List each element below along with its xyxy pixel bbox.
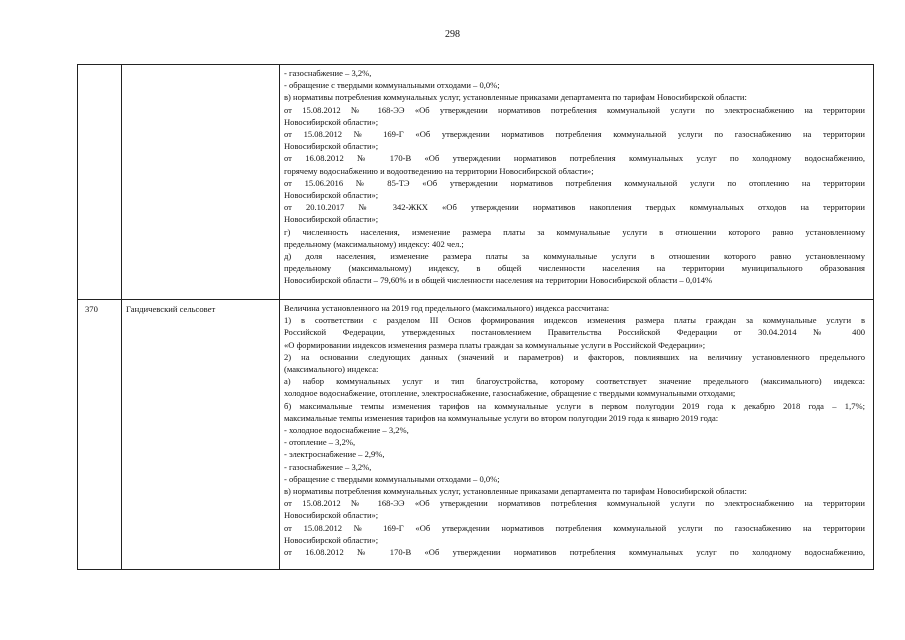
text-line: «О формировании индексов изменения размера платы граждан за коммунальные услуги в Российской Федерации»; xyxy=(284,339,706,350)
description-cell xyxy=(280,300,874,570)
text-line: максимальные темпы изменения тарифов на коммунальные услуги во втором полугодии 2019 года к январю 2019 года: xyxy=(284,412,719,423)
text-line: - электроснабжение – 2,9%, xyxy=(284,449,385,460)
text-line: от 15.08.2012 № 168-ЭЭ «Об утверждении нормативов потребления коммунальной услуги по электроснабжению на территории xyxy=(284,498,865,509)
text-line: 2) на основании следующих данных (значений и параметров) и факторов, повлиявших на величину установленного предельного xyxy=(284,351,865,362)
text-line: д) доля населения, изменение размера платы за коммунальные услуги в отношении которого равно установленному xyxy=(284,251,865,262)
text-line: а) набор коммунальных услуг и тип благоустройства, которому соответствует значение предельного (максимального) индекса: xyxy=(284,376,865,387)
text-line: Новосибирской области»; xyxy=(284,214,379,225)
text-line: Новосибирской области»; xyxy=(284,534,379,545)
text-line: от 20.10.2017 № 342-ЖКХ «Об утверждении нормативов накопления твердых коммунальных отходов на территории xyxy=(284,202,865,213)
municipality-name-cell: Гандичевский сельсовет xyxy=(122,300,280,570)
text-line: от 16.08.2012 № 170-В «Об утверждении нормативов потребления коммунальных услуг по холодному водоснабжению, xyxy=(284,547,865,558)
description-cell xyxy=(280,65,874,300)
text-line: - холодное водоснабжение – 3,2%, xyxy=(284,425,409,436)
text-line: - обращение с твердыми коммунальными отходами – 0,0%; xyxy=(284,80,500,91)
text-line: б) максимальные темпы изменения тарифов на коммунальные услуги в первом полугодии 2019 года к декабрю 2018 года – 1,7%; xyxy=(284,400,865,411)
text-line: от 15.08.2012 № 169-Г «Об утверждении нормативов потребления коммунальной услуги по газоснабжению на территории xyxy=(284,129,865,140)
text-line: предельному (максимальному) индексу: 402 чел.; xyxy=(284,238,464,249)
text-line: Новосибирской области»; xyxy=(284,190,379,201)
text-line: Величина установленного на 2019 год предельного (максимального) индекса рассчитана: xyxy=(284,303,610,313)
text-line: в) нормативы потребления коммунальных услуг, установленные приказами департамента по тарифам Новосибирской области: xyxy=(284,486,747,497)
text-line: Новосибирской области»; xyxy=(284,510,379,521)
text-line: от 16.08.2012 № 170-В «Об утверждении нормативов потребления коммунальных услуг по холодному водоснабжению, xyxy=(284,153,865,164)
text-line: 1) в соответствии с разделом III Основ формирования индексов изменения размера платы граждан за коммунальные услуги в xyxy=(284,315,865,326)
text-line: холодное водоснабжение, отопление, электроснабжение, газоснабжение, обращение с твердыми коммунальными отходами; xyxy=(284,388,736,399)
row-number-cell: 370 xyxy=(78,300,122,570)
table-row xyxy=(78,300,874,570)
page-number: 298 xyxy=(445,29,460,40)
text-line: в) нормативы потребления коммунальных услуг, установленные приказами департамента по тарифам Новосибирской области: xyxy=(284,92,747,103)
text-line: Российской Федерации, утвержденных постановлением Правительства Российской Федерации от 30.04.2014 № 400 xyxy=(284,327,865,338)
text-line: - газоснабжение – 3,2%, xyxy=(284,461,372,472)
table-row xyxy=(78,65,874,300)
text-line: предельному (максимальному) индексу, в общей численности населения на территории муниципального образования xyxy=(284,263,865,274)
row-number-cell xyxy=(78,65,122,300)
text-line: - обращение с твердыми коммунальными отходами – 0,0%; xyxy=(284,473,500,484)
text-line: г) численность населения, изменение размера платы за коммунальные услуги в отношении которого равно установленному xyxy=(284,226,865,237)
text-line: от 15.08.2012 № 169-Г «Об утверждении нормативов потребления коммунальной услуги по газоснабжению на территории xyxy=(284,522,865,533)
text-line: от 15.08.2012 № 168-ЭЭ «Об утверждении нормативов потребления коммунальной услуги по электроснабжению на территории xyxy=(284,104,865,115)
document-table xyxy=(77,64,874,570)
text-line: горячему водоснабжению и водоотведению на территории Новосибирской области»; xyxy=(284,165,594,176)
text-line: (максимального) индекса: xyxy=(284,364,379,375)
text-line: - газоснабжение – 3,2%, xyxy=(284,68,372,78)
municipality-name-cell xyxy=(122,65,280,300)
text-line: от 15.06.2016 № 85-ТЭ «Об утверждении нормативов потребления коммунальной услуги по отоплению на территории xyxy=(284,177,865,188)
text-line: Новосибирской области»; xyxy=(284,116,379,127)
text-line: Новосибирской области»; xyxy=(284,141,379,152)
text-line: Новосибирской области – 79,60% и в общей численности населения на территории Новосибирской области – 0,014% xyxy=(284,275,713,286)
text-line: - отопление – 3,2%, xyxy=(284,437,356,448)
